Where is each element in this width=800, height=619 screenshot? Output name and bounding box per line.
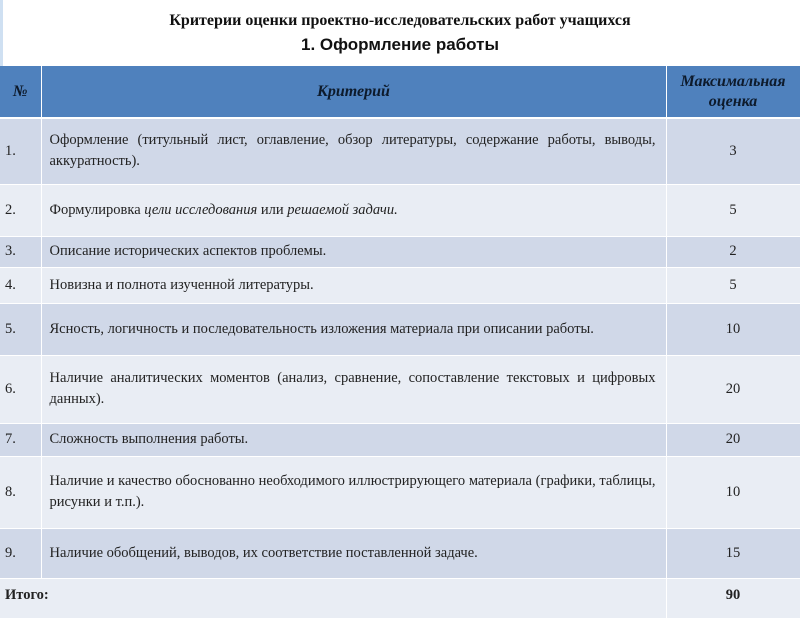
- criterion-text-part: Формулировка: [49, 201, 145, 218]
- row-num: 7.: [0, 423, 41, 456]
- row-num: 8.: [0, 456, 41, 528]
- criterion-text-part: или: [257, 201, 288, 218]
- table-row: [0, 236, 800, 267]
- table-total-row: [0, 578, 800, 618]
- row-criterion: Новизна и полнота изученной литературы.: [41, 267, 666, 303]
- row-num: 9.: [0, 528, 41, 578]
- row-num: 1.: [0, 118, 41, 184]
- title-block: [0, 10, 800, 58]
- table-row: [0, 355, 800, 423]
- total-label: Итого:: [0, 578, 666, 618]
- criterion-italic-part: цели исследования: [144, 201, 258, 218]
- row-num: 3.: [0, 236, 41, 267]
- table-header-row: [0, 66, 800, 118]
- total-score: 90: [666, 578, 800, 618]
- criteria-table: [0, 66, 800, 619]
- page-subtitle: 1. Оформление работы: [301, 35, 499, 54]
- row-score: 5: [666, 184, 800, 236]
- row-num: 4.: [0, 267, 41, 303]
- criterion-italic-part: решаемой задачи.: [287, 201, 398, 218]
- row-criterion: [41, 184, 666, 236]
- row-criterion: Сложность выполнения работы.: [41, 423, 666, 456]
- table-row: [0, 528, 800, 578]
- row-criterion: Наличие обобщений, выводов, их соответствие поставленной задаче.: [41, 528, 666, 578]
- header-num: №: [0, 66, 41, 118]
- row-criterion: Оформление (титульный лист, оглавление, обзор литературы, содержание работы, выводы, аккуратность).: [41, 118, 666, 184]
- table-row: [0, 118, 800, 184]
- header-max-score: Максимальная оценка: [666, 66, 800, 118]
- row-score: 10: [666, 303, 800, 355]
- table-row: [0, 303, 800, 355]
- row-num: 6.: [0, 355, 41, 423]
- row-criterion: Наличие и качество обоснованно необходимого иллюстрирующего материала (графики, таблицы, рисунки и т.п.).: [41, 456, 666, 528]
- row-criterion: Ясность, логичность и последовательность изложения материала при описании работы.: [41, 303, 666, 355]
- table-row: [0, 184, 800, 236]
- row-score: 20: [666, 355, 800, 423]
- row-num: 5.: [0, 303, 41, 355]
- table-row: [0, 456, 800, 528]
- row-score: 15: [666, 528, 800, 578]
- row-score: 20: [666, 423, 800, 456]
- row-criterion: Наличие аналитических моментов (анализ, сравнение, сопоставление текстовых и цифровых данных).: [41, 355, 666, 423]
- row-score: 10: [666, 456, 800, 528]
- row-score: 5: [666, 267, 800, 303]
- table-row: [0, 423, 800, 456]
- row-score: 3: [666, 118, 800, 184]
- table-row: [0, 267, 800, 303]
- row-criterion: Описание исторических аспектов проблемы.: [41, 236, 666, 267]
- row-score: 2: [666, 236, 800, 267]
- page-title: Критерии оценки проектно-исследовательских работ учащихся: [169, 12, 631, 29]
- row-num: 2.: [0, 184, 41, 236]
- header-criterion: Критерий: [41, 66, 666, 118]
